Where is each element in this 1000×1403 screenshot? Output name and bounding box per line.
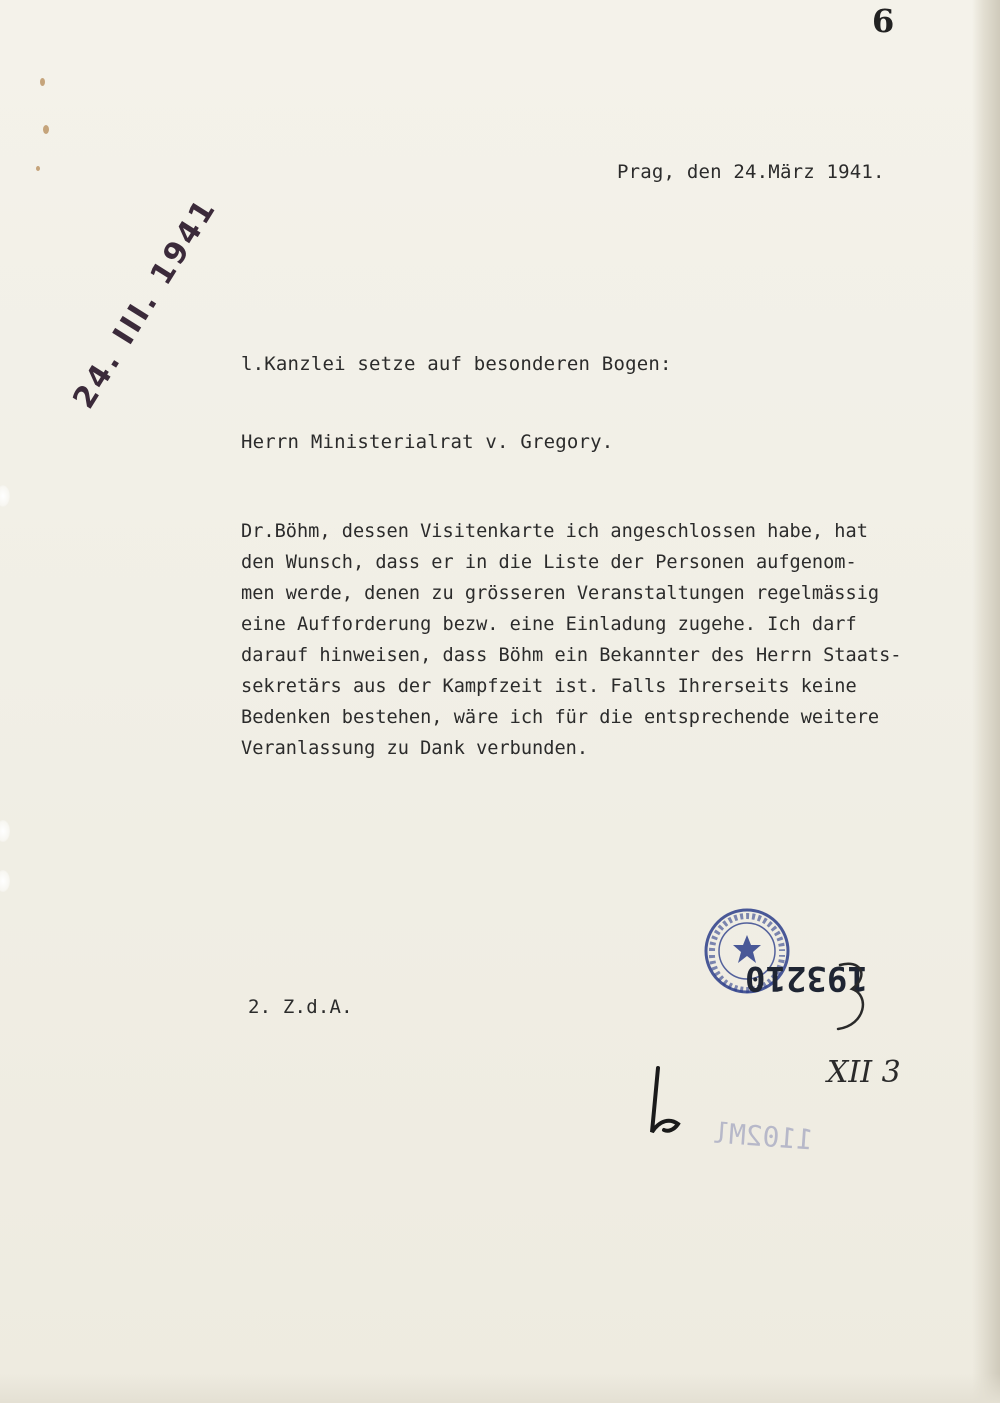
addressee-line: Herrn Ministerialrat v. Gregory.	[241, 431, 614, 453]
punch-hole	[0, 870, 10, 892]
paper-bottom-shadow	[0, 1373, 1000, 1403]
handwritten-annotation: XII 3	[827, 1055, 901, 1090]
body-line: eine Aufforderung bezw. eine Einladung zugehe. Ich darf	[241, 614, 857, 635]
body-line: darauf hinweisen, dass Böhm ein Bekannter des Herrn Staats-	[241, 645, 902, 666]
letter-body	[241, 516, 986, 764]
punch-hole	[0, 820, 10, 842]
body-line: Bedenken bestehen, wäre ich für die entsprechende weitere	[241, 707, 880, 728]
body-line: den Wunsch, dass er in die Liste der Personen aufgenom-	[241, 552, 857, 573]
page-number: 6	[872, 2, 895, 40]
rust-spot	[40, 78, 45, 86]
body-line: sekretärs aus der Kampfzeit ist. Falls Ihrerseits keine	[241, 676, 857, 697]
rust-spot	[36, 166, 40, 171]
body-line: Dr.Böhm, dessen Visitenkarte ich angeschlossen habe, hat	[241, 521, 868, 542]
mirrored-stamp-text: 1102Ml	[710, 1116, 815, 1157]
body-line: men werde, denen zu grösseren Veranstaltungen regelmässig	[241, 583, 880, 604]
closing-item: 2. Z.d.A.	[248, 996, 353, 1018]
handwritten-initial	[640, 1060, 700, 1140]
instruction-line: l.Kanzlei setze auf besonderen Bogen:	[241, 353, 672, 375]
body-line: Veranlassung zu Dank verbunden.	[241, 738, 589, 759]
registry-number-stamp: 193210	[745, 958, 868, 998]
handwritten-check-mark	[800, 955, 880, 1045]
received-date-stamp: 24. III. 1941	[66, 191, 224, 415]
punch-hole	[0, 485, 10, 507]
place-date-line: Prag, den 24.März 1941.	[617, 161, 885, 183]
rust-spot	[43, 125, 49, 134]
